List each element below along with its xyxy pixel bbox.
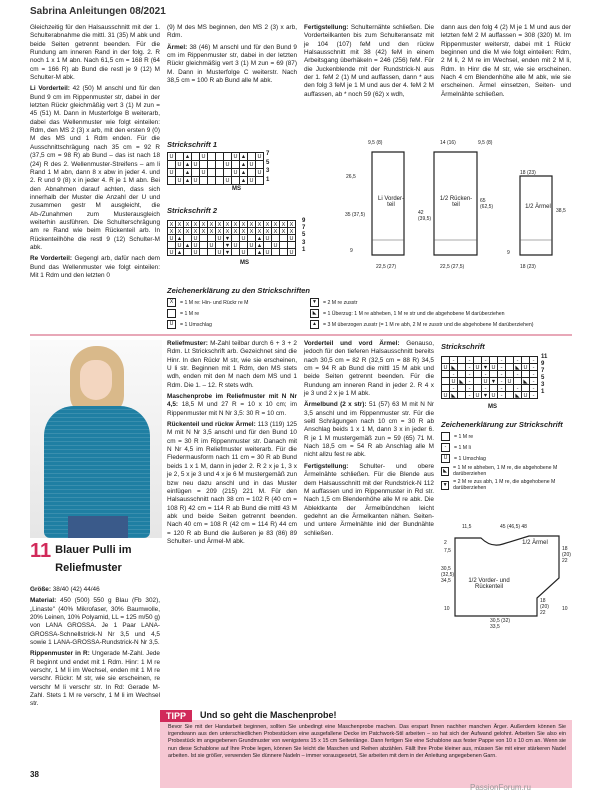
knitting-chart-2: X X X X X X X X X X X X X X X X X X X X X X X X X X X X X X X X U ▲ U U ▼ U ▲ U U U ▲ U U ▼ U U ▲ U U ▲ U U ▼ U ▲ U U [167,220,296,256]
paragraph: Gegengl arb, dafür nach dem Bund das Wellenmuster wie folgt einteilen: Mit 1 Rdm und den letzten 0 [30,255,160,279]
ms-label: MS [240,260,249,266]
paragraph: 38 (46) M anschl und für den Bund 9 cm im Rippenmuster str, dabei in der letzten Rückr gleichmäßig vert 3 (1) M zun = 69 (87) M. Dann in Musterfolge C weiterstr. Nach 38,5 cm = 100 R ab Bund alle M abk. [167,43,297,85]
sk2p-icon: ▲ [310,320,319,329]
yarn-over-icon: U [441,454,450,463]
legend-2: = 1 M re - = 1 M li U = 1 Umschlag ◣ = 1 M re abheben, 1 M re, die abgehobene M darüberziehen ▼ = 2 M re zus abh, 1 M re, die abgehobene M darüberziehen [442,433,558,491]
legend-1-left: X = 1 M re: Hin- und Rückr re M = 1 M re U = 1 Umschlag [167,298,307,331]
knitting-chart-3: - - - - - - U ◣ - U ▼ U - ◣ U - - - - - - - U ◣ - U ▼ - U ◣ - - - - - - - U ◣ - U ▼ U - ◣ U - [441,356,538,399]
dim-label: 35 (37,5) [345,212,366,218]
paragraph: Gleichzeitig für den Halsausschnitt mit der 1. Schulterabnahme die mittl. 31 (35) M abk und beide Seiten getrennt beenden. Für die Rundung am inneren Rand in der folg. 2. R noch 1 x 1 M abn. Nach 61,5 cm = 168 R (64 cm = 166 R) ab Bund die restl je 9 (12) M Schulter-M abk. [30,24,160,82]
dim-label: 7,5 [444,548,451,554]
tip-label: TIPP [160,710,192,722]
tip-heading: Und so geht die Maschenprobe! [200,710,337,720]
legend-1-right: ▼ = 2 M re zusstr ◣ = 1 Überzug: 1 M re abheben, 1 M re str und die abgehobene M darüberziehen ▲ = 3 M überzogen zusstr (= 1 M re abh, 2 M re zusstr und die abgehobene M darüberziehen) [310,298,572,331]
dim-label: 65 (62,5) [480,198,494,210]
section-heading: Li Vorderteil: [30,85,70,93]
dim-label: 18 (20) 22 [562,546,571,564]
paragraph: dann aus den folg 4 (2) M je 1 M und aus der letzten feM 2 M auffassen = 308 (320) M. Im Rippenmuster weiterstr, dabei mit 1 Rückr beginnen und die M wie folgt einteilen: Rdm, 2 M li, 2 M re im Wechsel, enden mit 2 M li, Rdm. In Hinr die M str, wie sie erscheinen. Nach 4 cm Blendenhöhe alle M abk, wie sie erscheinen. Ärmel einsetzen, Seiten- und Ärmelnähte schließen. [441,24,571,98]
dim-label: 10 [444,606,450,612]
schematic-label-armel: 1/2 Ärmel [525,204,551,210]
k2tog-icon: ▼ [310,298,319,307]
column-2 [167,24,297,88]
sk2p-icon: ▼ [442,481,448,488]
knitting-chart-1: U ▲ U U ▲ U U ▲ U U ▲ U U ▲ U U ▲ U U ▲ U U ▲ U [167,152,264,185]
dim-label: 38,5 [556,208,566,214]
schematic2-label-armel: 1/2 Ärmel [522,540,548,546]
watermark: PassionForum.ru [470,783,531,792]
chart-title: Strickschrift 2 [167,206,218,215]
knit-plain-icon [441,432,450,441]
skp-icon: ◣ [441,467,449,476]
chart-title: Strickschrift [441,342,485,351]
product-title [30,540,160,576]
ms-label: MS [232,186,241,192]
product-number: 11 [30,540,52,562]
dim-label: 10 [562,606,568,612]
model-photo [30,340,162,538]
section-heading: Ärmel: [167,43,188,51]
knit-cross-icon: X [167,298,176,307]
skp-icon: ◣ [310,309,319,318]
dim-label: 30,5 (32,5) 34,5 [441,566,455,584]
paragraph: 42 (50) M anschl und für den Bund 9 cm im Rippenmuster str, dabei in der letzten Rückr gleichmäßig vert 3 (1) M zun = 45 (51) M. Dann in Musterfolge B weiterarb, dabei das Wellenmuster wie folgt einteilen: Rdm, den MS 2 (3) x arb, mit den ersten 9 (0) M des MS und 1 Rdm enden. Für die Ausschnittschrägung nach 35 cm = 92 R (37,5 cm = 98 R) ab Bund – das ist nach 18 (24) R des 2. Wellenmuster-Streifens – am li Rand 1 M abn, dann 8 x abw in jeder 4. und 2. R und 9 (8) x in jeder 4. R je 1 M abn. Bei den Abnahmen darauf achten, dass sich innerhalb der Muster die Anzahl der U und zusammen gestr M ausgleicht, die Ab-/Zunahmen zum Musterausgleich weiterhin ausführen. Die Schulterschrägung am re Rand wie beim Rückenteil arb. In Rückenteilhöhe die restl 9 (12) Schulter-M abk. [30,85,160,251]
dim-label: 30,5 (32) 33,5 [490,618,511,630]
purl-icon: - [441,443,450,452]
dim-label: 9,5 (8) [368,140,383,146]
dim-label: 45 (46,5) 48 [500,524,527,530]
dim-label: 18 (23) [520,170,536,176]
knit-plain-icon [167,309,176,318]
column-3 [304,24,434,102]
section-heading: Fertigstellung: [304,24,349,31]
dim-label: 11,5 [462,524,472,530]
schematic-label-li: Li Vorder-teil [377,196,404,208]
dim-label: 9 [350,248,353,254]
column-1 [30,24,160,283]
paragraph: (9) M des MS beginnen, den MS 2 (3) x arb, Rdm. [167,24,297,40]
dim-label: 18 (23) [520,264,536,270]
column-3-lower: Vorderteil und vord Ärmel: Genauso, jedoch für den tieferen Halsausschnitt bereits nach 30,5 cm = 82 R (32,5 cm = 88 R) 34,5 cm = 94 R ab Bund die mittl 15 M abk und beide Seiten getrennt beenden. Für die Rundung am inneren Rand in jeder 2. R 4 x je 3 und 2 x je 1 M abk. Ärmelbund (2 x str): 51 (57) 63 M mit N Nr 3,5 anschl und im Rippenmuster str. Für die seitl Schrägungen nach 10 cm = 30 R ab Anschlag beids 1 x 1 M, dann 3 x in jeder 6. R je 1 M mustergemäß zun = 59 (65) 71 M. Nach 18,5 cm = 54 R ab Anschlag alle M nicht allzu fest re abk. Fertigstellung: Schulter- und obere Ärmelnähte schließen. Für die Blende aus dem Halsausschnitt mit der Rundstrick-N 112 M auffassen und im Rippenmuster in Rd str. Nach 1,5 cm Blendenhöhe alle M re abk. Die Ablektkante der Ärmelbündchen leicht gedehnt an die Ärmelkanten nähen. Seiten- und untere Ärmelnähte inkl der Bundnähte schließen. [304,340,435,537]
chart-title: Strickschrift 1 [167,140,218,149]
row-numbers: 7 5 3 1 [266,151,270,183]
page-header: Sabrina Anleitungen 08/2021 [30,6,166,17]
product-details: Größe: 38/40 (42) 44/46 Material: 450 (500) 550 g Blau (Fb 302), „Linaste" (40% Mikrofaser, 30% Baumwolle, 20% Leinen, 10% Polyamid, LL = 125 m/50 g) von LANA GROSSA. Je 1 Paar LANA-GROSSA-Schnellstrick-N Nr 3,5 und 4,5 sowie 1 LANA-GROSSA-Rundstrick-N Nr 3,5. Rippenmuster in R: Ungerade M-Zahl. Jede R beginnt und endet mit 1 Rdm. Hinr: 1 M re verschr, 1 M li im Wechsel, enden mit 1 M re verschr. Rückr: M str, wie sie erscheinen, re verschr M li verschr str. In Rd: Gerade M-Zahl. Stets 1 M re verschr, 1 M li im Wechsel str. [30,586,160,708]
yarn-over-icon: U [167,320,176,329]
sizes: 38/40 (42) 44/46 [52,586,100,593]
dim-label: 18 (20) 22 [540,598,549,616]
ms-label: MS [488,404,497,410]
tip-text: Bevor Sie mit der Handarbeit beginnen, sollten Sie unbedingt eine Maschenprobe machen. Das erspart Ihnen nachher manchen Ärger. Außerdem können Sie irgendwann aus den unterschiedlichen Probestücken eine ausgefallene Decke im Patchwork-Stil arbeiten – so hat sich der Aufwand gelohnt. Arbeiten Sie also ein Probestück im angegebenen Grundmuster von wenigstens 15 x 15 cm Seitenlänge. Dann fertigen Sie eine Schablone aus fester Pappe von 10 x 10 cm an. Wenn sie nun diese Schablone auf Ihre Probe legen, können Sie leicht die Maschen und Reihen abzählen. Fällt Ihre Probe kleiner aus, müssen Sie mit einer stärkeren Nadel arbeiten. Ist sie größer, verwenden Sie dünnere Nadeln – immer vorausgesetzt, Sie arbeiten mit dem in der Anleitung angegebenen Garn. [168,724,566,759]
dim-label: 2 [444,540,447,546]
row-numbers: 11 9 7 5 3 1 [541,354,548,396]
column-2-lower: Reliefmuster: M-Zahl teilbar durch 6 + 3 + 2 Rdm. Lt Strickschrift arb. Gezeichnet sind die Hinr. In den Rückr M str, wie sie erscheinen, U li str. Beginnen mit 1 Rdm, den MS stets wdh, enden mit den M nach dem MS und 1 Rdm. Die 1. – 12. R stets wdh. Maschenprobe im Reliefmuster mit N Nr 4,5: 18,5 M und 27 R = 10 x 10 cm; im Rippenmuster mit N Nr 3,5: 30 R = 10 cm. Rückenteil und rückw Ärmel: 113 (119) 125 M mit N Nr 3,5 anschl und für den Bund 10 cm = 30 R im Rippenmuster str. Danach mit N Nr 4,5 im Reliefmuster weiterarb. Für die Fledermausform nach 11 cm = 30 R ab Bund beids 1 x 1 M, dann in jeder 2. R 2 x je 1, 3 x je 2, 5 x je 3 und 4 x je 6 M mustergemäß zun bzw neu dazu anschl und in das Muster einfügen = 209 (215) 221 M. Für den Halsausschnitt nach 38 cm = 102 R (40 cm = 108 R) 42 cm = 114 R ab Bund die mittl 43 M abk und beide Seiten getrennt beenden. Nach 40 cm = 108 R (42 cm = 114 R) 44 cm = 120 R ab Bund die äußeren je 83 (86) 89 Schulter- und Ärmel-M abk. [167,340,297,545]
page-number: 38 [30,770,39,779]
schematic-label-ruck: 1/2 Rücken-teil [439,196,473,208]
material: 450 (500) 550 g Blau (Fb 302), „Linaste" (40% Mikrofaser, 30% Baumwolle, 20% Leinen, 10% Polyamid, LL = 125 m/50 g) von LANA GROSSA. Je 1 Paar LANA-GROSSA-Schnellstrick-N Nr 3,5 und 4,5 sowie 1 LANA-GROSSA-Rundstrick-N Nr 3,5. [30,597,160,647]
dim-label: 22,5 (27) [376,264,397,270]
dim-label: 9 [507,250,510,256]
dim-label: 26,5 [346,174,356,180]
section-heading: Re Vorderteil: [30,255,73,263]
legend-title: Zeichenerklärung zur Strickschrift [441,420,563,429]
dim-label: 42 (39,5) [418,210,432,222]
product-name: Blauer Pulli im Reliefmuster [55,544,132,574]
column-4 [441,24,571,102]
dim-label: 14 (16) [440,140,456,146]
legend-title: Zeichenerklärung zu den Strickschriften [167,286,310,295]
row-numbers: 9 7 5 3 1 [302,218,306,253]
rippen: Ungerade M-Zahl. Jede R beginnt und endet mit 1 Rdm. Hinr: 1 M re verschr, 1 M li im Wechsel, enden mit 1 M re verschr. Rückr: M str, wie sie erscheinen, re verschr M li verschr str. In Rd: Gerade M-Zahl. Stets 1 M re verschr, 1 M li im Wechsel str. [30,650,160,708]
paragraph: Schulternähte schließen. Die Vorderteilkanten bis zum Schulteransatz mit je 104 (107) feM und den rückw Halsausschnitt mit 38 (42) feM in einem Arbeitsgang überhäkeln = 246 (256) feM. Für die Juckenblende mit der Rundstrick-N aus der 1. feM 2 (1) M und auffassen, dann * aus den folg 3 feM je 1 M und aus der 4. feM 2 M auffassen, ab * noch 59 (62) x wdh, [304,24,434,98]
dim-label: 9,5 (8) [478,140,493,146]
dim-label: 22,5 (27,5) [440,264,465,270]
section-divider [30,334,572,336]
schematic2-label-vorder: 1/2 Vorder- und Rückenteil [468,578,510,590]
